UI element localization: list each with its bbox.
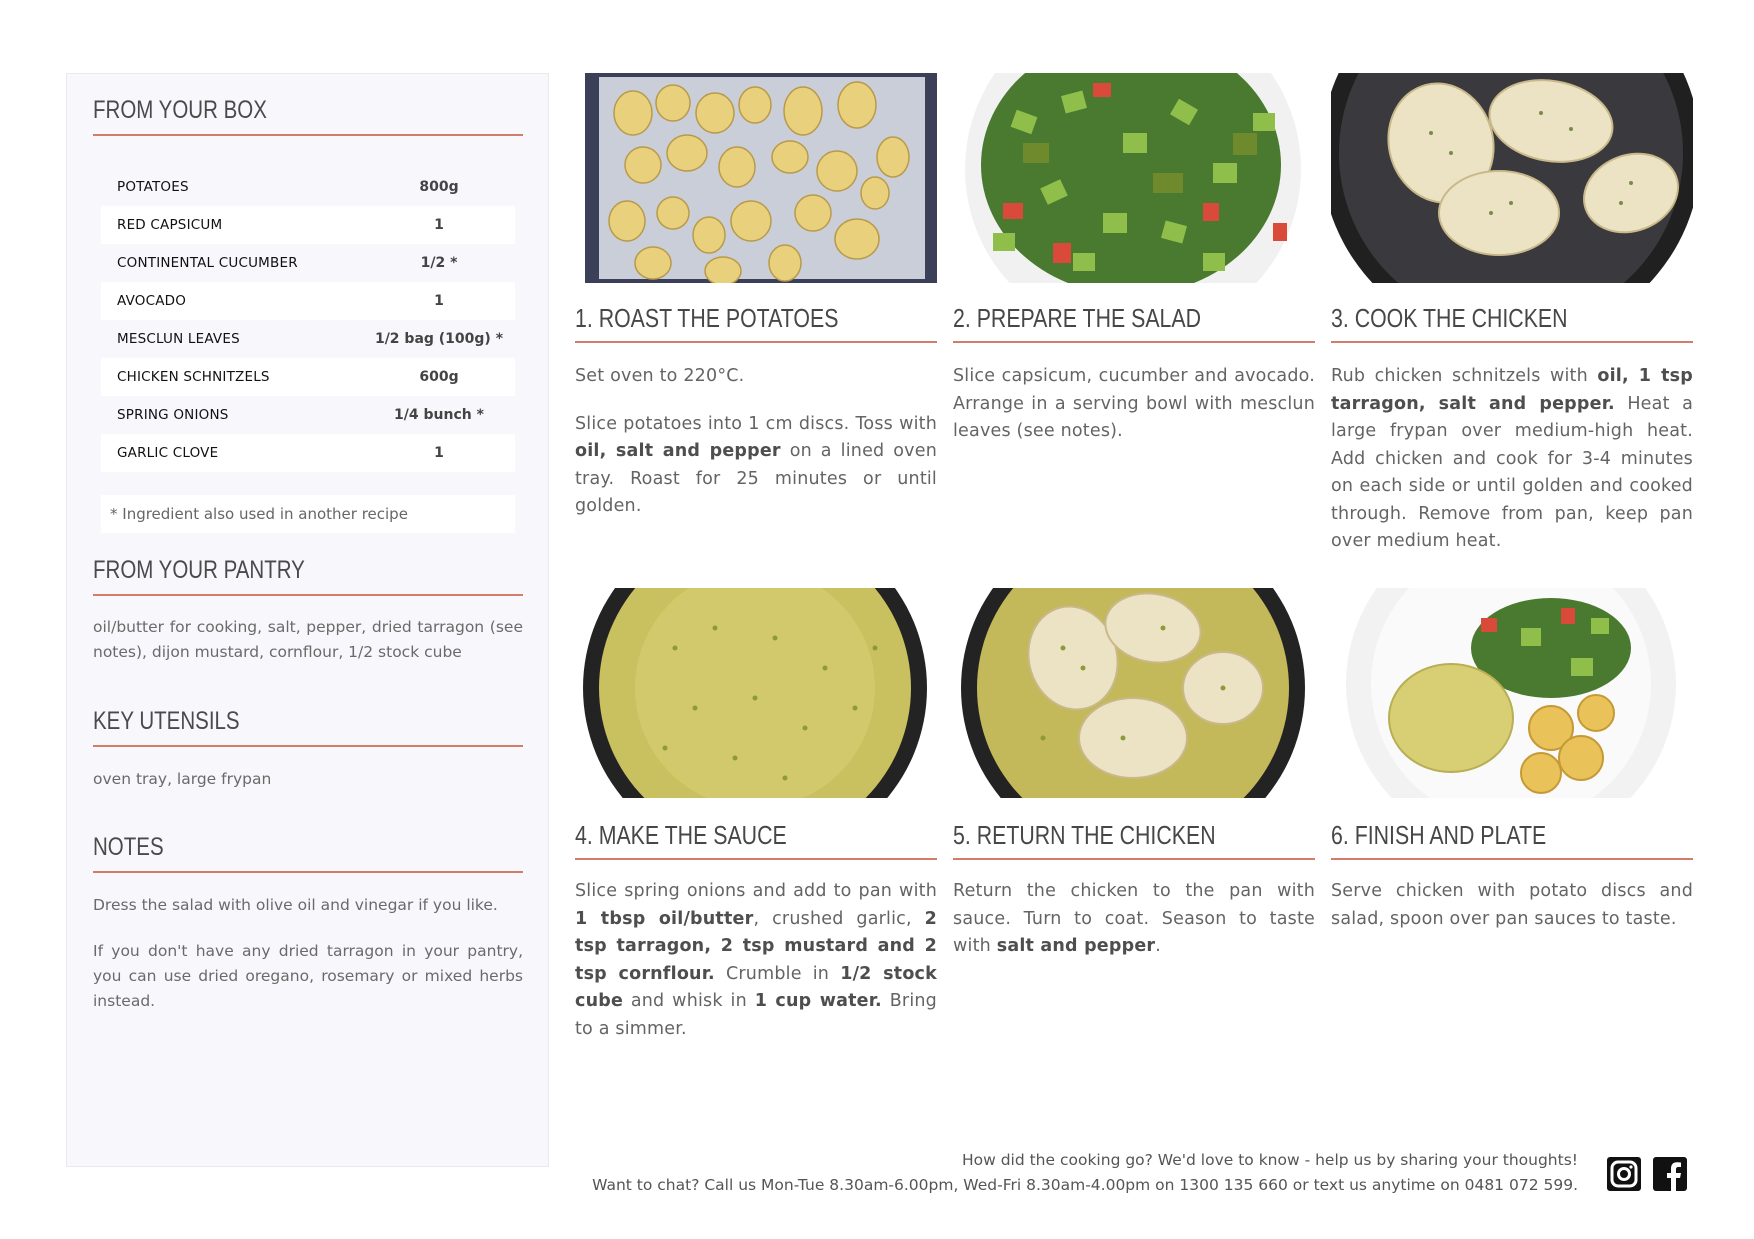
- ingredient-row: [101, 434, 515, 472]
- pantry-text: oil/butter for cooking, salt, pepper, dried tarragon (see notes), dijon mustard, cornflour, 1/2 stock cube: [93, 618, 523, 661]
- step-2-photo: [953, 73, 1315, 283]
- ingredient-row: [101, 206, 515, 244]
- step-5-title: 5. RETURN THE CHICKEN: [953, 820, 1216, 850]
- ingredient-qty: 600g: [419, 369, 459, 385]
- ingredient-name: AVOCADO: [117, 293, 187, 309]
- step-3-paragraph-1: Rub chicken schnitzels with oil, 1 tsp tarragon, salt and pepper. Heat a large frypan over medium-high heat. Add chicken and cook for 3-4 minutes on each side or until golden and cooked through. Remove from pan, keep pan over medium heat.: [1331, 366, 1693, 551]
- utensils-text: oven tray, large frypan: [93, 770, 272, 788]
- ingredient-row: [101, 358, 515, 396]
- ingredient-name: SPRING ONIONS: [117, 407, 229, 423]
- step-5-paragraph-1: Return the chicken to the pan with sauce. Turn to coat. Season to taste with salt and pepper.: [953, 881, 1315, 956]
- instagram-icon[interactable]: [1606, 1156, 1642, 1192]
- step-4-text: [575, 878, 937, 1063]
- ingredient-name: MESCLUN LEAVES: [117, 331, 240, 347]
- ingredients-table: [101, 168, 515, 472]
- ingredient-name: CONTINENTAL CUCUMBER: [117, 255, 298, 271]
- step-2-title: 2. PREPARE THE SALAD: [953, 303, 1202, 333]
- step-1-photo: [575, 73, 937, 283]
- section-divider: [93, 134, 523, 136]
- step-5-photo: [953, 588, 1315, 798]
- step-1-paragraph-2: Slice potatoes into 1 cm discs. Toss with oil, salt and pepper on a lined oven tray. Roast for 25 minutes or until golden.: [575, 413, 937, 516]
- ingredient-name: GARLIC CLOVE: [117, 445, 219, 461]
- ingredient-qty: 800g: [419, 179, 459, 195]
- step-divider: [1331, 341, 1693, 343]
- ingredient-name: POTATOES: [117, 179, 189, 195]
- ingredient-qty: 1/2 bag (100g) *: [374, 331, 504, 347]
- step-4-title: 4. MAKE THE SAUCE: [575, 820, 787, 850]
- ingredient-name: CHICKEN SCHNITZELS: [117, 369, 270, 385]
- section-divider: [93, 745, 523, 747]
- from-your-box-title: FROM YOUR BOX: [93, 96, 267, 124]
- step-1-title: 1. ROAST THE POTATOES: [575, 303, 839, 333]
- ingredients-sidebar: [66, 73, 549, 1167]
- ingredient-row: [101, 244, 515, 282]
- ingredient-name: RED CAPSICUM: [117, 217, 223, 233]
- ingredient-row: [101, 320, 515, 358]
- step-4-photo: [575, 588, 937, 798]
- step-divider: [1331, 858, 1693, 860]
- step-divider: [953, 858, 1315, 860]
- key-utensils-title: KEY UTENSILS: [93, 707, 240, 735]
- step-4-paragraph-1: Slice spring onions and add to pan with 1 tbsp oil/butter, crushed garlic, 2 tsp tarragon, 2 tsp mustard and 2 tsp cornflour. Crumble in 1/2 stock cube and whisk in 1 cup water. Bring to a simmer.: [575, 881, 937, 1039]
- from-your-pantry-title: FROM YOUR PANTRY: [93, 556, 305, 584]
- ingredient-qty: 1: [434, 217, 444, 233]
- notes-text-1: Dress the salad with olive oil and vinegar if you like.: [93, 896, 498, 914]
- step-divider: [575, 341, 937, 343]
- facebook-icon[interactable]: [1652, 1156, 1688, 1192]
- ingredient-qty: 1: [434, 445, 444, 461]
- notes-title: NOTES: [93, 833, 164, 861]
- step-3-title: 3. COOK THE CHICKEN: [1331, 303, 1568, 333]
- step-2-paragraph-1: Slice capsicum, cucumber and avocado. Arrange in a serving bowl with mesclun leaves (see notes).: [953, 366, 1315, 441]
- step-6-photo: [1331, 588, 1693, 798]
- feedback-text: How did the cooking go? We'd love to know - help us by sharing your thoughts!: [961, 1151, 1578, 1169]
- ingredient-qty: 1/2 *: [420, 255, 458, 271]
- step-divider: [575, 858, 937, 860]
- ingredient-footnote: * Ingredient also used in another recipe: [101, 495, 515, 533]
- ingredient-qty: 1: [434, 293, 444, 309]
- step-5-text: [953, 878, 1315, 981]
- notes-text-2: If you don't have any dried tarragon in your pantry, you can use dried oregano, rosemary or mixed herbs instead.: [93, 942, 523, 1010]
- ingredient-row: [101, 282, 515, 320]
- step-1-text: [575, 363, 937, 541]
- step-1-paragraph-1: Set oven to 220°C.: [575, 366, 745, 386]
- section-divider: [93, 871, 523, 873]
- step-6-paragraph-1: Serve chicken with potato discs and salad, spoon over pan sauces to taste.: [1331, 881, 1693, 929]
- step-2-text: [953, 363, 1315, 466]
- step-3-photo: [1331, 73, 1693, 283]
- contact-text: Want to chat? Call us Mon-Tue 8.30am-6.00pm, Wed-Fri 8.30am-4.00pm on 1300 135 660 or text us anytime on 0481 072 599.: [592, 1176, 1578, 1194]
- step-3-text: [1331, 363, 1693, 576]
- step-divider: [953, 341, 1315, 343]
- ingredient-row: [101, 396, 515, 434]
- step-6-title: 6. FINISH AND PLATE: [1331, 820, 1547, 850]
- ingredient-row: [101, 168, 515, 206]
- ingredient-qty: 1/4 bunch *: [394, 407, 484, 423]
- step-6-text: [1331, 878, 1693, 953]
- section-divider: [93, 594, 523, 596]
